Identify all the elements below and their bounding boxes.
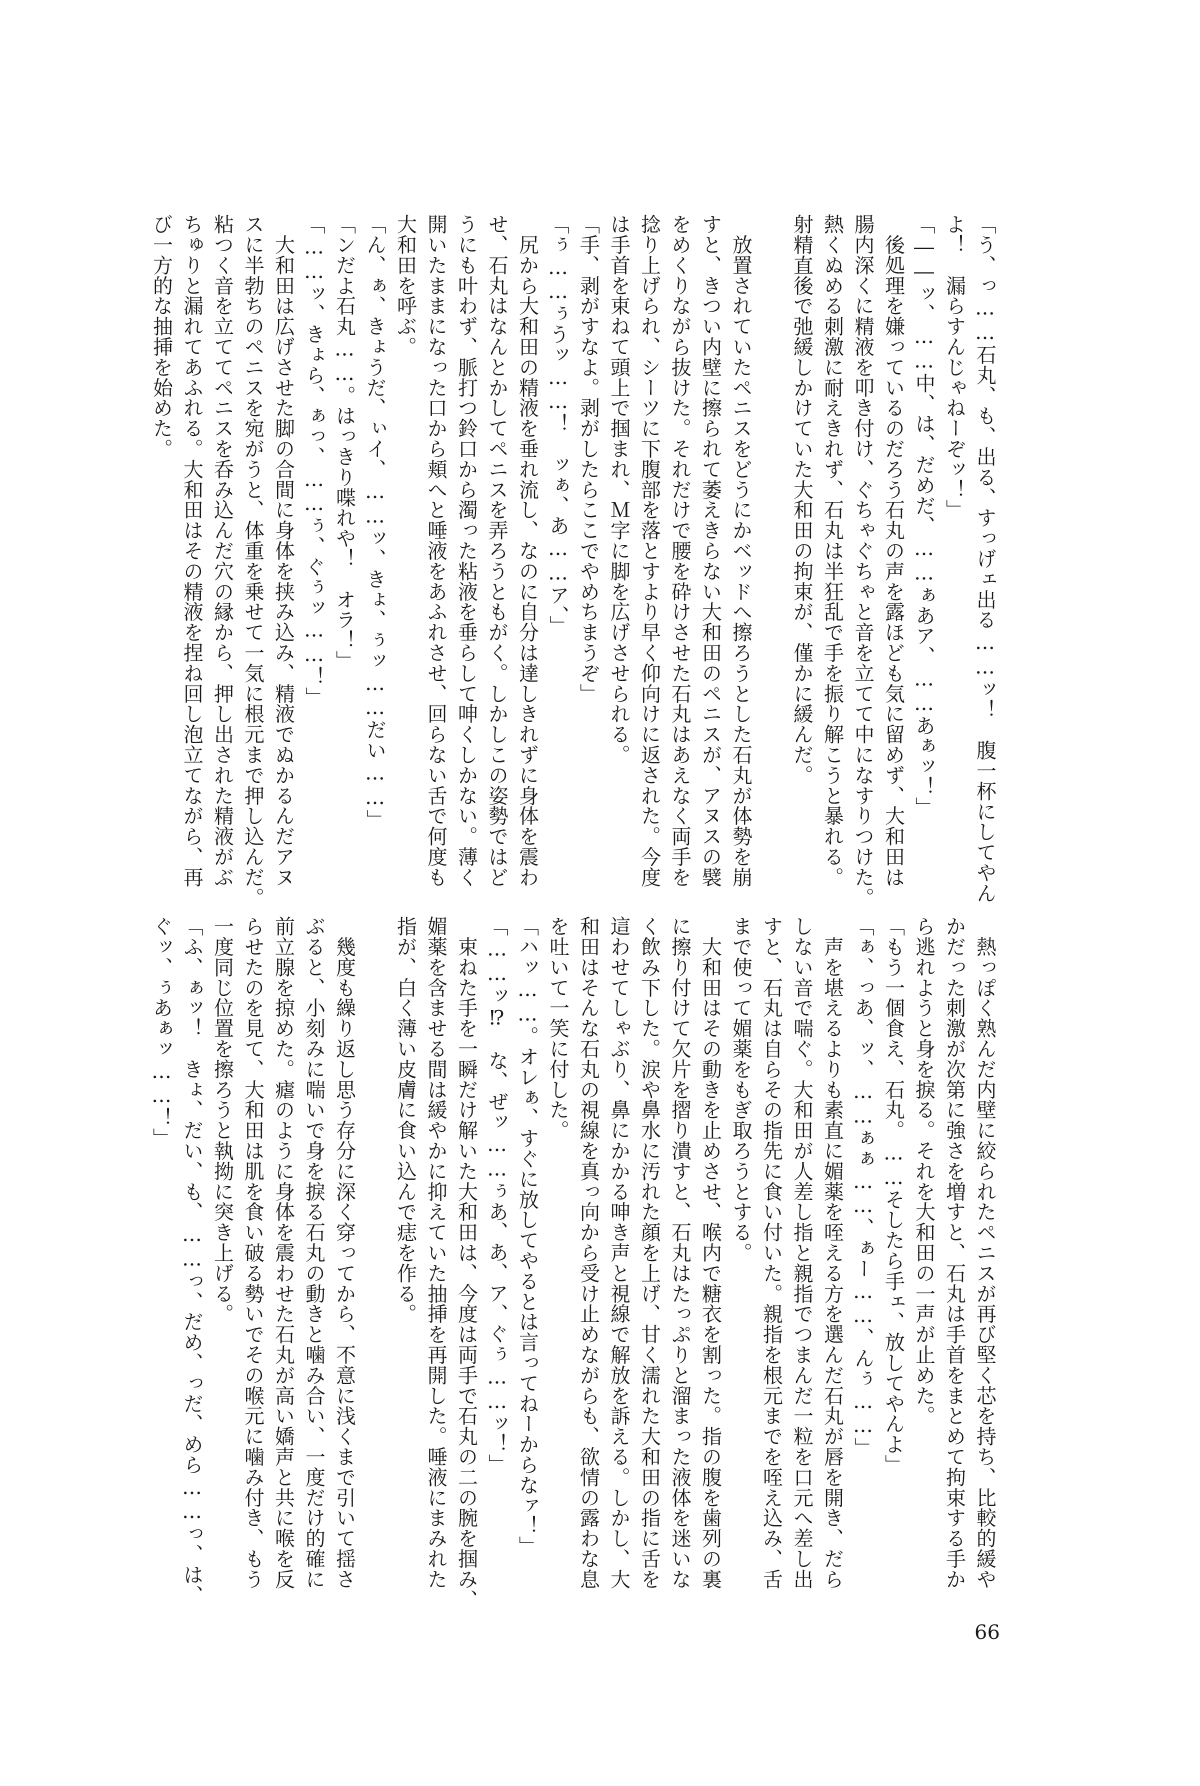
text-line: 「手、剥がすなよ。剥がしたらここでやめちまうぞ」 [576, 214, 601, 704]
text-line: をめくりながら抜けた。それだけで腰を砕けさせた石丸はあえなく両手を [668, 214, 692, 888]
text-line: 「ンだよ石丸……。はっきり喋れや！ オラ！」 [332, 214, 357, 671]
text-line: 声を堪えるよりも素直に媚薬を咥える方を選んだ石丸が唇を開き、だら [820, 916, 845, 1590]
text-line: ちゅりと漏れてあふれる。大和田はその精液を捏ね回し泡立てながら、再 [180, 214, 204, 888]
text-line: 大和田を呼ぶ。 [393, 214, 418, 357]
text-line: 一度同じ位置を擦ろうと執拗に突き上げる。 [210, 916, 235, 1324]
text-line: 開いたままになった口から頬へと唾液をあふれさせ、回らない舌で何度も [424, 214, 448, 888]
text-line: スに半勃ちのペニスを宛がうと、体重を乗せて一気に根元まで押し込んだ。 [241, 214, 265, 908]
text-line: は手首を束ねて頭上で掴まれ、Ｍ字に脚を広げさせられる。 [607, 214, 631, 765]
text-line: うにも叶わず、脈打つ鈴口から濁った粘液を垂らして呻くしかない。薄く [454, 214, 479, 888]
upper-text-block [149, 214, 1000, 908]
text-line: 「ぅ……ぅうッ……！ ッぁ、あ……ア、」 [546, 214, 570, 636]
text-line: 前立腺を掠めた。瘧のように身体を震わせた石丸が高い嬌声と共に喉を反 [271, 916, 296, 1590]
text-line: 這わせてしゃぶり、鼻にかかる呻き声と視線で解放を訴える。しかし、大 [607, 916, 631, 1590]
text-line: 後処理を嫌っているのだろう石丸の声を露ほども気に留めず、大和田は [881, 214, 906, 888]
text-line: 熱っぽく熟んだ内壁に絞られたペニスが再び堅く芯を持ち、比較的緩や [973, 916, 997, 1590]
text-line: 大和田はその動きを止めさせ、喉内で糖衣を割った。指の腹を歯列の裏 [698, 916, 723, 1590]
text-line: 腸内深くに精液を叩き付け、ぐちゃぐちゃと音を立てて中になすりつけた。 [851, 214, 875, 908]
text-line: ら逃れようと身を捩る。それを大和田の一声が止めた。 [912, 916, 936, 1426]
text-line: 束ねた手を一瞬だけ解いた大和田は、今度は両手で石丸の二の腕を掴み、 [454, 916, 479, 1610]
text-line: 放置されていたペニスをどうにかベッドへ擦ろうとした石丸が体勢を崩 [729, 214, 753, 888]
text-line [360, 916, 391, 1556]
text-line: 粘つく音を立ててペニスを呑み込んだ穴の縁から、押し出された精液がぶ [210, 214, 235, 888]
text-line: 幾度も繰り返し思う存分に深く穿ってから、不意に浅くまで引いて揺さ [332, 916, 357, 1590]
text-line: ぐッ、ぅあぁッ……！」 [149, 916, 174, 1149]
text-line: 和田はそんな石丸の視線を真っ向から受け止めながらも、欲情の露わな息 [576, 916, 601, 1590]
text-line: 「もう一個食え、石丸。……そしたら手ェ、放してやんよ」 [881, 916, 906, 1475]
text-line: まで使って媚薬をもぎ取ろうとする。 [729, 916, 753, 1263]
text-line [756, 214, 787, 854]
text-line: 捻り上げられ、シーツに下腹部を落とすより早く仰向けに返された。今度 [637, 214, 662, 888]
page-number: 66 [974, 1620, 1000, 1644]
text-line: らせたのを見て、大和田は肌を食い破る勢いでその喉元に噛み付き、もう [241, 916, 265, 1590]
text-line: び一方的な抽挿を始めた。 [149, 214, 174, 459]
text-line: 「……ッ⁉ な、ぜッ……ぅあ、あ、ア、ぐぅ……ッ！」 [485, 916, 509, 1475]
text-line: 「ん、ぁ、きょうだ、ぃイ、……ッ、きょ、ぅッ……だい……」 [363, 214, 387, 830]
text-line: かだった刺激が次第に強さを増すと、石丸は手首をまとめて拘束する手か [942, 916, 967, 1590]
text-line: を吐いて一笑に付した。 [546, 916, 570, 1141]
text-line: 大和田は広げさせた脚の合間に身体を挟み込み、精液でぬかるんだアヌ [271, 214, 296, 888]
text-line: く飲み下した。涙や鼻水に汚れた顔を上げ、甘く濡れた大和田の指に舌を [637, 916, 662, 1590]
text-line: ぶると、小刻みに喘いで身を捩る石丸の動きと噛み合い、一度だけ的確に [302, 916, 326, 1590]
text-line: すと、石丸は自らその指先に食い付いた。親指を根元までを咥え込み、舌 [759, 916, 784, 1590]
text-line: 「ぁ、っあ、ッ、……ぁぁ……、ぁー……、んぅ……」 [851, 916, 875, 1458]
text-line: 「ふ、ぁッ！ きょ、だい、も、……っ、だめ、っだ、めら……っ、は、 [180, 916, 204, 1606]
text-line: 射精直後で弛緩しかけていた大和田の拘束が、僅かに緩んだ。 [790, 214, 814, 786]
text-line: せ、石丸はなんとかしてペニスを弄ろうともがく。しかしこの姿勢ではど [485, 214, 509, 888]
text-line: すと、きつい内壁に擦られて萎えきらない大和田のペニスが、アヌスの襞 [698, 214, 723, 888]
text-line: 指が、白く薄い皮膚に食い込んで痣を作る。 [393, 916, 418, 1324]
text-line: 熱くぬめる刺激に耐えきれず、石丸は半狂乱で手を振り解こうと暴れる。 [820, 214, 845, 888]
text-line: しない音で喘ぐ。大和田が人差し指と親指でつまんだ一粒を口元へ差し出 [790, 916, 814, 1590]
text-line: 媚薬を含ませる間は緩やかに抑えていた抽挿を再開した。唾液にまみれた [424, 916, 448, 1590]
text-line: 「う、っ……石丸、も、出る、すっげェ出る……ッ！ 腹一杯にしてやん [973, 214, 997, 904]
lower-text-block [149, 916, 1000, 1610]
text-line: に擦り付けて欠片を摺り潰すと、石丸はたっぷりと溜まった液体を迷いな [668, 916, 692, 1590]
text-line: 尻から大和田の精液を垂れ流し、なのに自分は達しきれずに身体を震わ [515, 214, 540, 888]
text-line: 「……ッ、きょら、ぁっ、……ぅ、ぐぅッ……！」 [302, 214, 326, 708]
text-line: よ！ 漏らすんじゃねーぞッ！」 [942, 214, 967, 520]
text-line: 「――ッ、……中、は、だめだ、……ぁあア、……あぁッ！」 [912, 214, 936, 818]
text-line: 「ハッ……。オレぁ、すぐに放してやるとは言ってねーからなァ！」 [515, 916, 540, 1557]
